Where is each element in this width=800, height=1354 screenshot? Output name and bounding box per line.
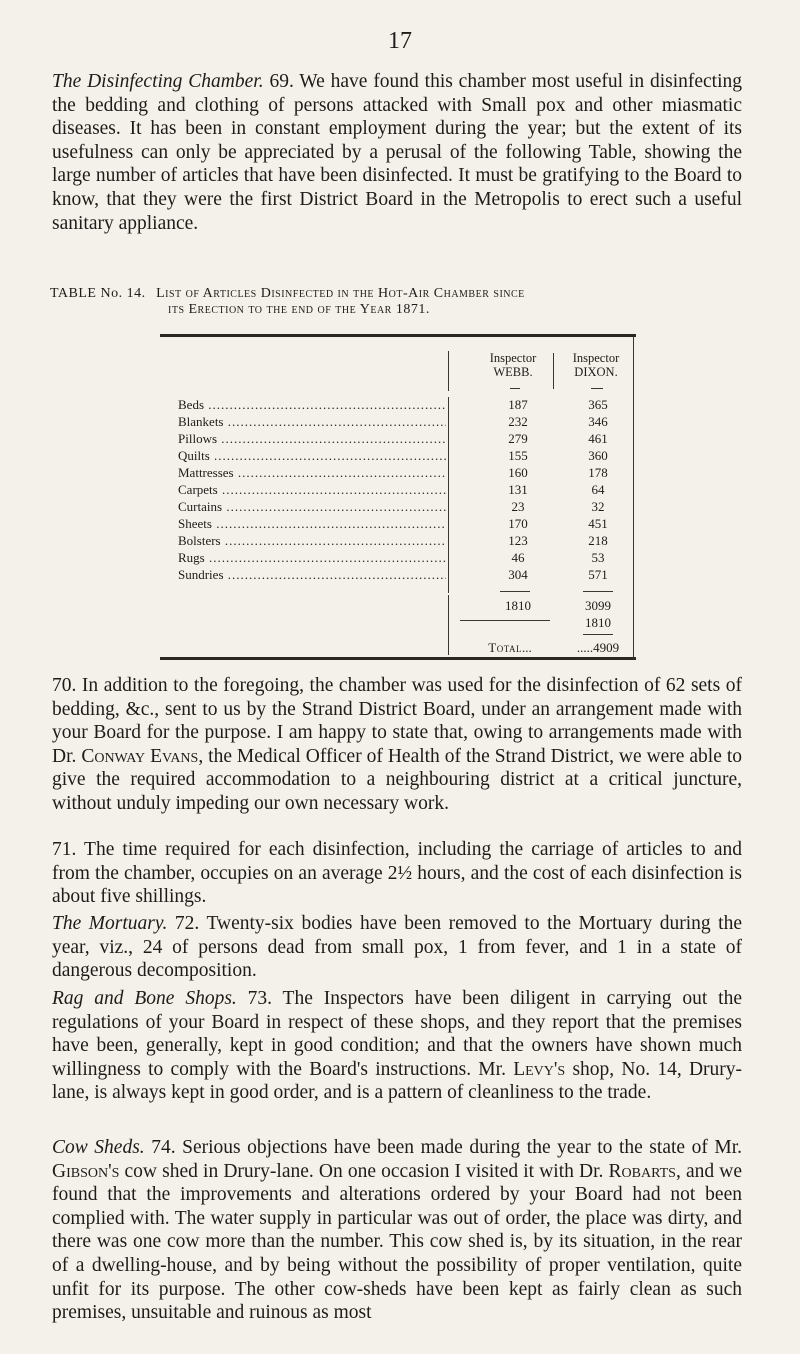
table-row <box>160 448 636 464</box>
value-webb: 46 <box>511 550 525 565</box>
value-dixon: 218 <box>588 533 608 548</box>
section-lead-mortuary: The Mortuary. <box>52 913 168 934</box>
value-webb: 131 <box>508 482 528 497</box>
paragraph-71-text: 71. The time required for each disinfection, including the carriage of articles to and from the chamber, occupies on an average 2½ hours, and the cost of each disinfection is about five shillings. <box>52 839 742 908</box>
table-caption <box>50 286 750 318</box>
table-label: TABLE No. 14. <box>50 286 146 301</box>
sum-rule <box>500 591 530 592</box>
table-title-line-1: List of Articles Disinfected in the Hot-Air Chamber since <box>156 286 525 301</box>
carry-rule <box>460 620 550 621</box>
row-label: Quilts ..... <box>178 448 446 464</box>
section-lead-rag-bone-shops: Rag and Bone Shops. <box>52 988 237 1009</box>
column-header-line: DIXON. <box>574 365 618 379</box>
row-label: Curtains ..... <box>178 499 446 515</box>
value-dixon: 32 <box>591 499 605 514</box>
total-rule <box>583 634 613 635</box>
column-header-line: WEBB. <box>493 365 533 379</box>
row-label: Sheets ..... <box>178 516 446 532</box>
paragraph-74-text-a: 74. Serious objections have been made during the year to the state of Mr. <box>151 1137 742 1158</box>
value-webb: 123 <box>508 533 528 548</box>
total-label-text: Total <box>488 640 522 655</box>
person-name: Levy's <box>513 1058 566 1080</box>
table-row <box>160 499 636 515</box>
value-dixon: 365 <box>588 397 608 412</box>
table-row <box>160 431 636 447</box>
value-webb: 23 <box>511 499 525 514</box>
paragraph-74-text-c: , and we found that the improvements and alterations ordered by your Board had not been complied with. The water supply in particular was out of order, the place was dirty, and there was one cow more than the number. This cow shed is, by its situation, in the rear of a dwelling-house, and by being without the possibility of proper ventilation, quite unfit for its purpose. The other cow-sheds have been kept as fairly clean as such premises, unsuitable and ruinous as most <box>52 1160 742 1324</box>
table-row <box>160 465 636 481</box>
value-webb: 232 <box>508 414 528 429</box>
table-row <box>160 482 636 498</box>
value-dixon: 178 <box>588 465 608 480</box>
header-dash <box>510 388 520 389</box>
row-label: Sundries ..... <box>178 567 446 583</box>
header-dash <box>591 388 603 389</box>
total-value: .....4909 <box>576 640 620 655</box>
sum-rule <box>583 591 613 592</box>
row-label: Mattresses ..... <box>178 465 446 481</box>
total-label: Total... <box>488 640 532 655</box>
table-row <box>160 397 636 413</box>
row-label: Blankets ..... <box>178 414 446 430</box>
value-dixon: 451 <box>588 516 608 531</box>
page-number: 17 <box>388 28 412 54</box>
paragraph-69-text: 69. We have found this chamber most useful in disinfecting the bedding and clothing of persons attacked with Small pox and other miasmatic diseases. It has been in constant employment during the year; but the extent of its usefulness can only be appreciated by a perusal of the following Table, showing the large number of articles that have been disinfected. It must be gratifying to the Board to know, that they were the first District Board in the Metropolis to erect such a useful sanitary appliance. <box>52 71 743 234</box>
paragraph-70-text-b: , the Medical Officer of Health of the Strand District, we were able to give the required accommodation to a neighbouring district at a critical juncture, without unduly impeding our own necessary work. <box>52 745 742 814</box>
row-label: Beds ..... <box>178 397 446 413</box>
carried-webb: 1810 <box>585 615 611 630</box>
table-rule <box>448 595 449 655</box>
column-header-line: Inspector <box>572 351 620 365</box>
paragraph-72 <box>52 912 742 983</box>
table-row <box>160 533 636 549</box>
paragraph-73-text-a: 73. The Inspectors have been diligent in carrying out the regulations of your Board in respect of these shops, and they report that the premises have been, generally, kept in good condition; and that the owners have shown much willingness to comply with the Board's instructions. Mr. <box>52 988 743 1080</box>
value-webb: 160 <box>508 465 528 480</box>
person-name: Conway Evans <box>81 745 199 767</box>
subtotal-dixon: 3099 <box>585 598 611 613</box>
paragraph-70-text-a: 70. In addition to the foregoing, the chamber was used for the disinfection of 62 sets of bedding, &c., sent to us by the Strand District Board, under an arrangement made with your Board for the purpose. I am happy to state that, owing to arrangements made with Dr. <box>52 675 742 767</box>
paragraph-71 <box>52 838 742 909</box>
table-row <box>160 516 636 532</box>
disinfection-table <box>160 334 636 660</box>
row-label: Rugs ..... <box>178 550 446 566</box>
column-header-dixon <box>554 351 638 379</box>
column-header-webb <box>468 351 558 379</box>
person-name: Robarts <box>608 1160 676 1182</box>
value-dixon: 571 <box>588 567 608 582</box>
table-row <box>160 414 636 430</box>
value-dixon: 360 <box>588 448 608 463</box>
paragraph-73-text-b: shop, No. 14, Drury-lane, is always kept in good order, and is a pattern of cleanliness to the trade. <box>52 1058 743 1104</box>
person-name: Gibson's <box>52 1160 120 1182</box>
value-webb: 170 <box>508 516 528 531</box>
value-dixon: 461 <box>588 431 608 446</box>
paragraph-74-text-b: cow shed in Drury-lane. On one occasion I visited it with Dr. <box>124 1160 604 1182</box>
column-header-line: Inspector <box>489 351 537 365</box>
section-lead-disinfecting-chamber: The Disinfecting Chamber. <box>52 71 264 92</box>
value-dixon: 64 <box>591 482 605 497</box>
table-title-line-2: its Erection to the end of the Year 1871. <box>168 302 430 317</box>
row-label: Bolsters ..... <box>178 533 446 549</box>
paragraph-74 <box>52 1136 742 1325</box>
value-dixon: 346 <box>588 414 608 429</box>
value-dixon: 53 <box>591 550 605 565</box>
paragraph-73 <box>52 987 742 1105</box>
value-webb: 304 <box>508 567 528 582</box>
paragraph-69 <box>52 70 742 235</box>
value-webb: 155 <box>508 448 528 463</box>
table-row <box>160 567 636 583</box>
row-label: Carpets ..... <box>178 482 446 498</box>
total-value-text: 4909 <box>593 640 620 655</box>
value-webb: 187 <box>508 397 528 412</box>
row-label: Pillows ..... <box>178 431 446 447</box>
subtotal-webb: 1810 <box>505 598 531 613</box>
value-webb: 279 <box>508 431 528 446</box>
paragraph-70 <box>52 674 742 816</box>
table-rule <box>448 351 449 391</box>
section-lead-cow-sheds: Cow Sheds. <box>52 1137 145 1158</box>
paragraph-72-text: 72. Twenty-six bodies have been removed to the Mortuary during the year, viz., 24 of persons dead from small pox, 1 from fever, and 1 in a state of dangerous decomposition. <box>52 913 743 982</box>
table-row <box>160 550 636 566</box>
